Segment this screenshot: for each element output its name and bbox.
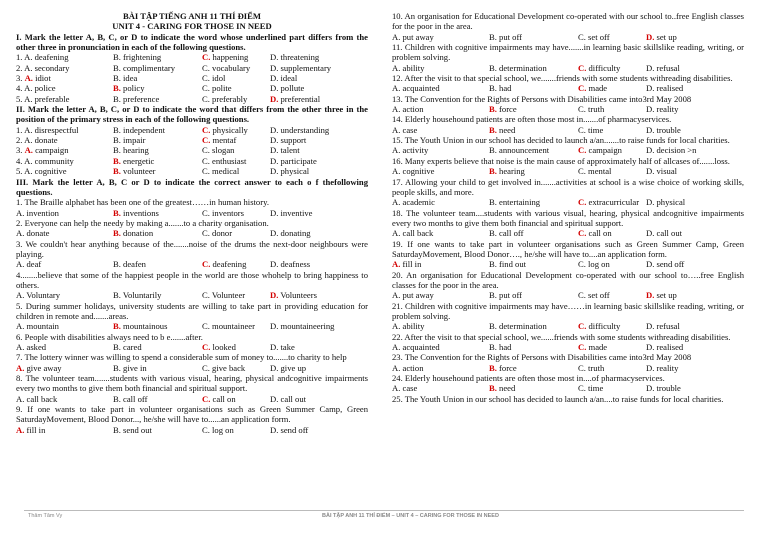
answer-option[interactable]: 1. A. disrespectful	[16, 124, 79, 135]
answer-option[interactable]: C. made	[578, 342, 608, 352]
answer-option[interactable]: A. invention	[16, 207, 59, 218]
answer-options-row	[392, 228, 744, 238]
answer-option[interactable]: B. force	[489, 104, 517, 115]
answer-option[interactable]: C. truth	[578, 104, 605, 115]
answer-option[interactable]: C. deafening	[202, 259, 247, 270]
answer-option[interactable]: A. acquainted	[392, 83, 440, 94]
answer-option[interactable]: D. understanding	[270, 124, 330, 135]
answer-option[interactable]: B. need	[489, 383, 516, 394]
footer-author: Thâm Tâm Vy	[28, 513, 63, 519]
answer-option[interactable]: A. cognitive	[392, 166, 435, 177]
answer-option[interactable]: 3. A. campaign	[16, 145, 69, 156]
answer-options-row	[16, 83, 368, 93]
answer-option[interactable]: A. call back	[16, 393, 58, 404]
question-text: 17. Allowing your child to get involved in.......activities at school is a wise choice of working skills, people skills, and more.	[392, 176, 744, 197]
answer-option[interactable]: D. threatening	[270, 52, 320, 63]
answer-option[interactable]: B. cared	[113, 342, 142, 352]
answer-option[interactable]: A. give away	[16, 362, 62, 373]
answer-option[interactable]: B. hearing	[489, 166, 525, 177]
answer-option[interactable]: 2. A. secondary	[16, 62, 70, 73]
answer-options-row	[16, 94, 368, 104]
answer-option[interactable]: A. donate	[16, 228, 50, 239]
answer-option[interactable]: C. looked	[202, 342, 236, 352]
answer-options-row	[16, 321, 368, 331]
answer-option[interactable]: C. log on	[202, 424, 234, 435]
question-text: 4........believe that some of the happiest people in the world are those whohelp to bring happiness to others.	[16, 269, 368, 290]
answer-option[interactable]: D. physical	[646, 197, 686, 208]
answer-options-row	[16, 135, 368, 145]
answer-option[interactable]: C. call on	[578, 228, 612, 239]
answer-option[interactable]: D. physical	[270, 166, 310, 177]
answer-option[interactable]: B. call off	[489, 228, 524, 239]
unit-title: UNIT 4 - CARING FOR THOSE IN NEED	[112, 21, 272, 32]
question-text: 9. If one wants to take part in volunteer organisations such as Green Summer Camp, Green SaturdayMovement, Blood Donor..., he/she will have to......an application form.	[16, 404, 368, 425]
left-question-list	[16, 32, 368, 435]
answer-options-row	[392, 363, 744, 373]
answer-option[interactable]: A. deaf	[16, 259, 42, 270]
answer-option[interactable]: A. call back	[392, 228, 434, 239]
question-text: 18. The volunteer team....students with various visual, hearing, physical andcognitive impairments every two months to give them both financial and spiritual support.	[392, 207, 744, 228]
answer-option[interactable]: A. put away	[392, 290, 434, 301]
section-heading: III. Mark the letter A, B, C or D to indicate the correct answer to each o f thefollowing questions.	[16, 176, 368, 197]
answer-option[interactable]: D. realised	[646, 342, 684, 352]
question-text: 2. Everyone can help the needy by making a.......to a charity organisation.	[16, 217, 269, 228]
answer-option[interactable]: B. announcement	[489, 145, 550, 156]
answer-option[interactable]: C. give back	[202, 362, 246, 373]
answer-option[interactable]: D. decision >n	[646, 145, 697, 156]
answer-option[interactable]: C. polite	[202, 83, 232, 94]
answer-options-row	[16, 259, 368, 269]
question-text: 10. An organisation for Educational Development co-operated with our school to..free English classes for the poor in the area.	[392, 11, 744, 32]
answer-option[interactable]: B. find out	[489, 259, 527, 270]
answer-option[interactable]: D. participate	[270, 155, 317, 166]
answer-option[interactable]: A. fill in	[16, 424, 46, 435]
answer-option[interactable]: A. mountain	[16, 321, 59, 332]
question-text: 23. The Convention for the Rights of Persons with Disabilities came into3rd May 2008	[392, 352, 692, 363]
answer-options-row	[392, 104, 744, 114]
answer-option[interactable]: B. determination	[489, 321, 547, 332]
answer-option[interactable]: B. frightening	[113, 52, 162, 63]
question-text: 7. The lottery winner was willing to spend a considerable sum of money to.......to charity to help	[16, 352, 347, 363]
answer-options-row	[392, 166, 744, 176]
answer-option[interactable]: A. activity	[392, 145, 429, 156]
answer-option[interactable]: C. made	[578, 83, 608, 94]
answer-option[interactable]: 3. A. idiot	[16, 73, 51, 84]
answer-option[interactable]: 4. A. community	[16, 155, 74, 166]
answer-options-row	[392, 290, 744, 300]
answer-options-row	[16, 208, 368, 218]
answer-option[interactable]: C. happening	[202, 52, 249, 63]
answer-option[interactable]: A. case	[392, 383, 418, 394]
question-text: 22. After the visit to that special school, we......friends with some students withreading disabilities.	[392, 331, 731, 342]
answer-option[interactable]: B. donation	[113, 228, 154, 239]
answer-option[interactable]: C. slogan	[202, 145, 235, 156]
answer-options-row	[16, 125, 368, 135]
question-text: 3. We couldn't hear anything because of the.......noise of the drums the next-door neighbours were playing.	[16, 238, 368, 259]
question-text: 8. The volunteer team.......students with various visual, hearing, physical andcognitive impairments every two months to give them both financial and spiritual support.	[16, 373, 368, 394]
answer-option[interactable]: A. ability	[392, 321, 425, 332]
section-heading: II. Mark the letter A, B, C, or D to indicate the word that differs from the other three in the position of the primary stress in each of the following questions.	[16, 104, 368, 125]
answer-option[interactable]: C. donor	[202, 228, 233, 239]
question-text: 11. Children with cognitive impairments may have.......in learning basic skillslike reading, writing, or problem solving.	[392, 42, 744, 63]
answer-option[interactable]: D. deafness	[270, 259, 311, 270]
answer-options-row	[16, 363, 368, 373]
answer-option[interactable]: D. send off	[270, 424, 309, 435]
answer-option[interactable]: A. Voluntary	[16, 290, 61, 301]
answer-option[interactable]: C. medical	[202, 166, 240, 177]
answer-options-row	[392, 321, 744, 331]
answer-option[interactable]: C. campaign	[578, 145, 622, 156]
answer-option[interactable]: D. set up	[646, 290, 677, 301]
answer-options-row	[392, 145, 744, 155]
answer-options-row	[16, 290, 368, 300]
answer-option[interactable]: D. visual	[646, 166, 678, 177]
left-column	[16, 11, 368, 435]
answer-option[interactable]: A. put away	[392, 31, 434, 42]
answer-option[interactable]: C. vocabulary	[202, 62, 251, 73]
answer-option[interactable]: C. Volunteer	[202, 290, 246, 301]
answer-options-row	[16, 166, 368, 176]
answer-option[interactable]: C. preferably	[202, 93, 248, 104]
answer-options-row	[392, 197, 744, 207]
answer-options-row	[16, 394, 368, 404]
answer-option[interactable]: D. mountaineering	[270, 321, 335, 332]
answer-option[interactable]: C. log on	[578, 259, 610, 270]
answer-option[interactable]: D. ideal	[270, 73, 298, 84]
right-column	[392, 11, 744, 404]
question-text: 13. The Convention for the Rights of Persons with Disabilities came into3rd May 2008	[392, 93, 692, 104]
answer-option[interactable]: B. entertaining	[489, 197, 541, 208]
question-text: 19. If one wants to take part in volunteer organisations such as Green Summer Camp, Green SaturdayMovement, Blood Donor…., he/she will have to....an application form.	[392, 238, 744, 259]
answer-option[interactable]: B. preference	[113, 93, 160, 104]
answer-option[interactable]: B. inventions	[113, 207, 159, 218]
answer-option[interactable]: D. Volunteers	[270, 290, 317, 301]
question-text: 20. An organisation for Educational Development co-operated with our school to…..free English classes for the poor in the area.	[392, 269, 744, 290]
answer-option[interactable]: B. energetic	[113, 155, 155, 166]
question-text: 25. The Youth Union in our school has decided to launch a/an....to raise funds for local charities.	[392, 393, 724, 404]
answer-option[interactable]: C. difficulty	[578, 62, 621, 73]
answer-options-row	[16, 52, 368, 62]
answer-option[interactable]: D. call out	[646, 228, 683, 239]
question-text: 6. People with disabilities always need to b e.......after.	[16, 331, 203, 342]
answer-option[interactable]: C. truth	[578, 362, 605, 373]
answer-option[interactable]: B. had	[489, 342, 512, 352]
answer-option[interactable]: B. send out	[113, 424, 152, 435]
answer-option[interactable]: B. Voluntarily	[113, 290, 162, 301]
answer-option[interactable]: A. ability	[392, 62, 425, 73]
answer-option[interactable]: 4. A. police	[16, 83, 56, 94]
answer-options-row	[16, 342, 368, 352]
worksheet-title: BÀI TẬP TIẾNG ANH 11 THÍ ĐIỂM	[122, 11, 261, 21]
answer-option[interactable]: D. preferential	[270, 93, 321, 104]
answer-options-row	[392, 63, 744, 73]
answer-option[interactable]: C. extracurricular	[578, 197, 640, 208]
answer-option[interactable]: 5. A. cognitive	[16, 166, 67, 177]
answer-options-row	[16, 63, 368, 73]
answer-options-row	[392, 259, 744, 269]
answer-option[interactable]: B. independent	[113, 124, 166, 135]
answer-option[interactable]: B. determination	[489, 62, 547, 73]
answer-option[interactable]: B. complimentary	[113, 62, 176, 73]
answer-option[interactable]: C. call on	[202, 393, 236, 404]
question-text: 16. Many experts believe that noise is the main cause of approximately half of allcases of.......loss.	[392, 155, 730, 166]
answer-options-row	[16, 145, 368, 155]
answer-options-row	[392, 83, 744, 93]
answer-option[interactable]: B. put off	[489, 31, 523, 42]
answer-option[interactable]: B. give in	[113, 362, 147, 373]
answer-option[interactable]: C. difficulty	[578, 321, 621, 332]
answer-option[interactable]: C. enthusiast	[202, 155, 247, 166]
answer-option[interactable]: C. set off	[578, 290, 610, 301]
answer-option[interactable]: C. inventors	[202, 207, 245, 218]
answer-option[interactable]: B. deafen	[113, 259, 146, 270]
answer-options-row	[392, 342, 744, 352]
answer-option[interactable]: C. mental	[578, 166, 612, 177]
answer-options-row	[16, 156, 368, 166]
answer-option[interactable]: A. case	[392, 124, 418, 135]
answer-option[interactable]: D. realised	[646, 83, 684, 94]
answer-option[interactable]: D. take	[270, 342, 295, 352]
answer-option[interactable]: B. impair	[113, 135, 146, 146]
answer-option[interactable]: 2. A. donate	[16, 135, 58, 146]
answer-option[interactable]: C. time	[578, 124, 604, 135]
answer-option[interactable]: B. mountainous	[113, 321, 168, 332]
answer-option[interactable]: A. academic	[392, 197, 435, 208]
answer-option[interactable]: D. pollute	[270, 83, 305, 94]
answer-option[interactable]: B. hearing	[113, 145, 149, 156]
answer-option[interactable]: C. mentaf	[202, 135, 237, 146]
question-text: 24. Elderly househound patients are often those most in....of pharmacyservices.	[392, 373, 665, 384]
question-text: 15. The Youth Union in our school has decided to launch a/an.......to raise funds for local charities.	[392, 135, 730, 146]
answer-options-row	[16, 425, 368, 435]
answer-option[interactable]: D. inventive	[270, 207, 313, 218]
answer-option[interactable]: D. reality	[646, 104, 679, 115]
answer-options-row	[16, 228, 368, 238]
answer-option[interactable]: D. reality	[646, 362, 679, 373]
question-text: 5. During summer holidays, university students are willing to take part in providing education for children in remote and.......areas.	[16, 300, 368, 321]
answer-options-row	[392, 125, 744, 135]
answer-options-row	[16, 73, 368, 83]
answer-option[interactable]: B. call off	[113, 393, 148, 404]
answer-option[interactable]: D. trouble	[646, 383, 681, 394]
answer-option[interactable]: A. asked	[16, 342, 47, 352]
footer-title: BÀI TẬP ANH 11 THÍ ĐIỂM – UNIT 4 – CARING FOR THOSE IN NEED	[322, 513, 499, 519]
answer-option[interactable]: D. donating	[270, 228, 311, 239]
answer-option[interactable]: C. set off	[578, 31, 610, 42]
question-text: 1. The Braille alphabet has been one of the greatest……in human history.	[16, 197, 269, 208]
question-text: 12. After the visit to that special school, we.......friends with some students withreading disabilities.	[392, 73, 733, 84]
answer-option[interactable]: A. fill in	[392, 259, 422, 270]
answer-option[interactable]: B. idea	[113, 73, 138, 84]
answer-options-row	[392, 383, 744, 393]
answer-option[interactable]: C. idol	[202, 73, 226, 84]
answer-option[interactable]: D. talent	[270, 145, 300, 156]
answer-option[interactable]: D. refusal	[646, 62, 680, 73]
question-text: 21. Children with cognitive impairments may have……in learning basic skillslike reading, writing, or problem solving.	[392, 300, 744, 321]
page-footer	[24, 510, 744, 519]
answer-option[interactable]: C. time	[578, 383, 604, 394]
answer-option[interactable]: B. put off	[489, 290, 523, 301]
answer-option[interactable]: D. refusal	[646, 321, 680, 332]
question-text: 14. Elderly househound patients are often those most in.......of pharmacyservices.	[392, 114, 672, 125]
answer-option[interactable]: B. force	[489, 362, 517, 373]
answer-option[interactable]: D. send off	[646, 259, 685, 270]
section-heading: I. Mark the letter A, B, C, or D to indicate the word whose underlined part differs from the other three in pronunciation in each of the following questions.	[16, 31, 368, 53]
answer-option[interactable]: D. supplementary	[270, 62, 332, 73]
right-question-list	[392, 11, 744, 404]
answer-option[interactable]: A. acquainted	[392, 342, 440, 352]
answer-option[interactable]: D. trouble	[646, 124, 681, 135]
answer-option[interactable]: C. physically	[202, 124, 248, 135]
answer-option[interactable]: B. policy	[113, 83, 145, 94]
answer-option[interactable]: A. action	[392, 104, 424, 115]
answer-option[interactable]: A. action	[392, 362, 424, 373]
answer-options-row	[392, 32, 744, 42]
answer-option[interactable]: 5. A. preferable	[16, 93, 70, 104]
answer-option[interactable]: D. call out	[270, 393, 307, 404]
answer-option[interactable]: B. had	[489, 83, 512, 94]
answer-option[interactable]: D. support	[270, 135, 307, 146]
answer-option[interactable]: 1. A. deafening	[16, 52, 69, 63]
answer-option[interactable]: D. set up	[646, 31, 677, 42]
answer-option[interactable]: B. volunteer	[113, 166, 156, 177]
answer-option[interactable]: B. need	[489, 124, 516, 135]
answer-option[interactable]: D. give up	[270, 362, 307, 373]
answer-option[interactable]: C. mountaineer	[202, 321, 255, 332]
